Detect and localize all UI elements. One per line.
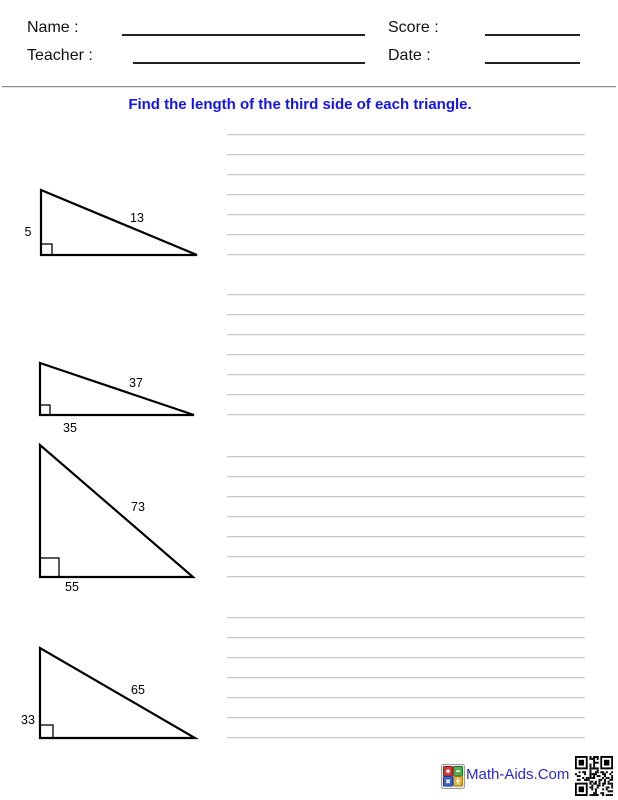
name-label: Name :: [27, 19, 79, 36]
right-angle-marker: [40, 725, 53, 738]
answer-line[interactable]: [227, 314, 585, 316]
math-aids-brand-link[interactable]: Math-Aids.Com: [466, 766, 570, 783]
answer-line[interactable]: [227, 154, 585, 156]
triangle-1-hypotenuse-label: 13: [130, 211, 144, 225]
triangle-4-leg-label: 33: [21, 713, 35, 727]
date-input-line[interactable]: [485, 62, 580, 64]
right-angle-marker: [40, 558, 59, 577]
answer-line[interactable]: [227, 334, 585, 336]
score-label: Score :: [388, 19, 439, 36]
answer-line[interactable]: [227, 254, 585, 256]
answer-line[interactable]: [227, 476, 585, 478]
triangle-4-shape: [40, 648, 195, 738]
header-divider: [2, 86, 616, 88]
triangle-3-leg-label: 55: [65, 580, 79, 594]
answer-line[interactable]: [227, 556, 585, 558]
answer-line[interactable]: [227, 214, 585, 216]
right-angle-marker: [41, 244, 52, 255]
answer-line[interactable]: [227, 134, 585, 136]
calculator-icon: [441, 764, 465, 789]
answer-line[interactable]: [227, 516, 585, 518]
name-input-line[interactable]: [122, 34, 365, 36]
answer-line[interactable]: [227, 737, 585, 739]
answer-line[interactable]: [227, 354, 585, 356]
answer-line[interactable]: [227, 697, 585, 699]
score-input-line[interactable]: [485, 34, 580, 36]
triangle-2-hypotenuse-label: 37: [129, 376, 143, 390]
triangle-3-shape: [40, 445, 193, 577]
answer-line[interactable]: [227, 194, 585, 196]
triangle-1-shape: [41, 190, 197, 255]
triangle-problem-3: [16, 437, 206, 597]
worksheet-instructions: Find the length of the third side of each triangle.: [128, 96, 472, 113]
answer-line[interactable]: [227, 617, 585, 619]
answer-line[interactable]: [227, 394, 585, 396]
answer-line[interactable]: [227, 234, 585, 236]
triangle-problem-4: [16, 640, 206, 746]
teacher-label: Teacher :: [27, 47, 93, 64]
answer-line[interactable]: [227, 496, 585, 498]
answer-line[interactable]: [227, 174, 585, 176]
triangle-3-hypotenuse-label: 73: [131, 500, 145, 514]
triangle-2-shape: [40, 363, 194, 415]
answer-line[interactable]: [227, 294, 585, 296]
triangle-4-hypotenuse-label: 65: [131, 683, 145, 697]
answer-line[interactable]: [227, 717, 585, 719]
answer-line[interactable]: [227, 374, 585, 376]
answer-line[interactable]: [227, 637, 585, 639]
date-label: Date :: [388, 47, 431, 64]
triangle-problem-1: [16, 182, 206, 270]
triangle-problem-2: [16, 355, 206, 440]
right-angle-marker: [40, 405, 50, 415]
triangle-2-leg-label: 35: [63, 421, 77, 435]
qr-code: [575, 756, 613, 796]
answer-line[interactable]: [227, 414, 585, 416]
answer-line[interactable]: [227, 677, 585, 679]
answer-line[interactable]: [227, 657, 585, 659]
teacher-input-line[interactable]: [133, 62, 365, 64]
triangle-1-leg-label: 5: [24, 225, 32, 239]
answer-line[interactable]: [227, 576, 585, 578]
answer-line[interactable]: [227, 456, 585, 458]
answer-line[interactable]: [227, 536, 585, 538]
